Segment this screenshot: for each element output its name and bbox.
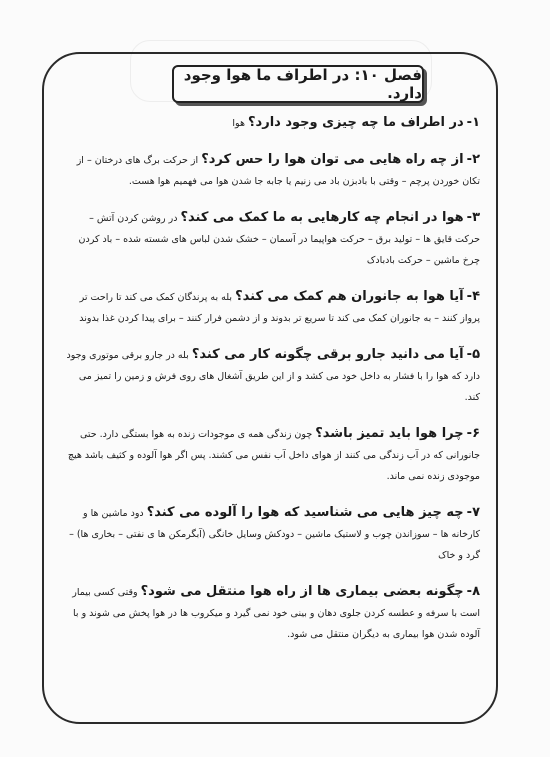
question-item-6 [62,423,480,487]
question-item-8 [62,581,480,645]
question-text: از چه راه هایی می توان هوا را حس کرد؟ [201,152,464,167]
chapter-title: فصل ۱۰: در اطراف ما هوا وجود دارد. [183,66,422,102]
question-item-2 [62,149,480,192]
chapter-title-box [172,65,424,103]
question-text: آیا می دانید جارو برقی چگونه کار می کند؟ [191,347,464,362]
answer-text: از حرکت برگ های درختان – از تکان خوردن پرچم – وقتی با بادبزن باد می زنیم یا جابه جا شدن هوا می فهمیم هوا هست. [76,155,480,187]
question-number: ۲- [466,152,480,167]
answer-text: هوا [232,118,245,129]
question-text: آیا هوا به جانوران هم کمک می کند؟ [235,289,464,304]
question-number: ۳- [466,210,480,225]
question-number: ۶- [466,426,480,441]
question-text: چرا هوا باید تمیز باشد؟ [315,426,464,441]
question-number: ۸- [466,584,480,599]
answer-text: وقتی کسی بیمار است با سرفه و عطسه کردن جلوی دهان و بینی خود نمی گیرد و میکروب ها در هوا پخش می شوند و با آلوده شدن هوا بیماری به دیگران منتقل می شود. [72,587,480,640]
question-number: ۵- [466,347,480,362]
questions-list [62,112,480,660]
answer-text: بله در جارو برقی موتوری وجود دارد که هوا را با فشار به داخل خود می کشد و از این طریق آشغال های روی فرش و زمین را تمیز می کند. [66,350,480,403]
question-item-5 [62,344,480,408]
question-number: ۷- [466,505,480,520]
question-text: چگونه بعضی بیماری ها از راه هوا منتقل می شود؟ [140,584,464,599]
question-item-4 [62,286,480,329]
question-number: ۱- [466,115,480,130]
question-text: چه چیز هایی می شناسید که هوا را آلوده می کند؟ [146,505,464,520]
question-item-7 [62,502,480,566]
answer-text: بله به پرندگان کمک می کند تا راحت تر پرواز کنند – به جانوران کمک می کند تا سریع تر بدوند و از دشمن فرار کنند – برای پیدا کردن غذا بدوند [79,292,480,324]
question-item-1 [62,112,480,134]
question-text: در اطراف ما چه چیزی وجود دارد؟ [248,115,464,130]
question-number: ۴- [466,289,480,304]
answer-text: در روشن کردن آتش – حرکت قایق ها – تولید برق – حرکت هواپیما در آسمان – خشک شدن لباس های شسته شده – باد کردن چرخ ماشین – حرکت بادبادک [78,213,480,266]
question-item-3 [62,207,480,271]
answer-text: چون زندگی همه ی موجودات زنده به هوا بستگی دارد. حتی جانورانی که در آب زندگی می کنند از هوای داخل آب نفس می کشند. پس اگر هوا آلوده و کثیف باشد هیچ موجودی زنده نمی ماند. [67,429,480,482]
question-text: هوا در انجام چه کارهایی به ما کمک می کند؟ [180,210,464,225]
answer-text: دود ماشین ها و کارخانه ها – سوزاندن چوب و لاستیک ماشین – دودکش وسایل خانگی (آبگرمکن ها ی نفتی – بخاری ها) – گرد و خاک [69,508,480,561]
